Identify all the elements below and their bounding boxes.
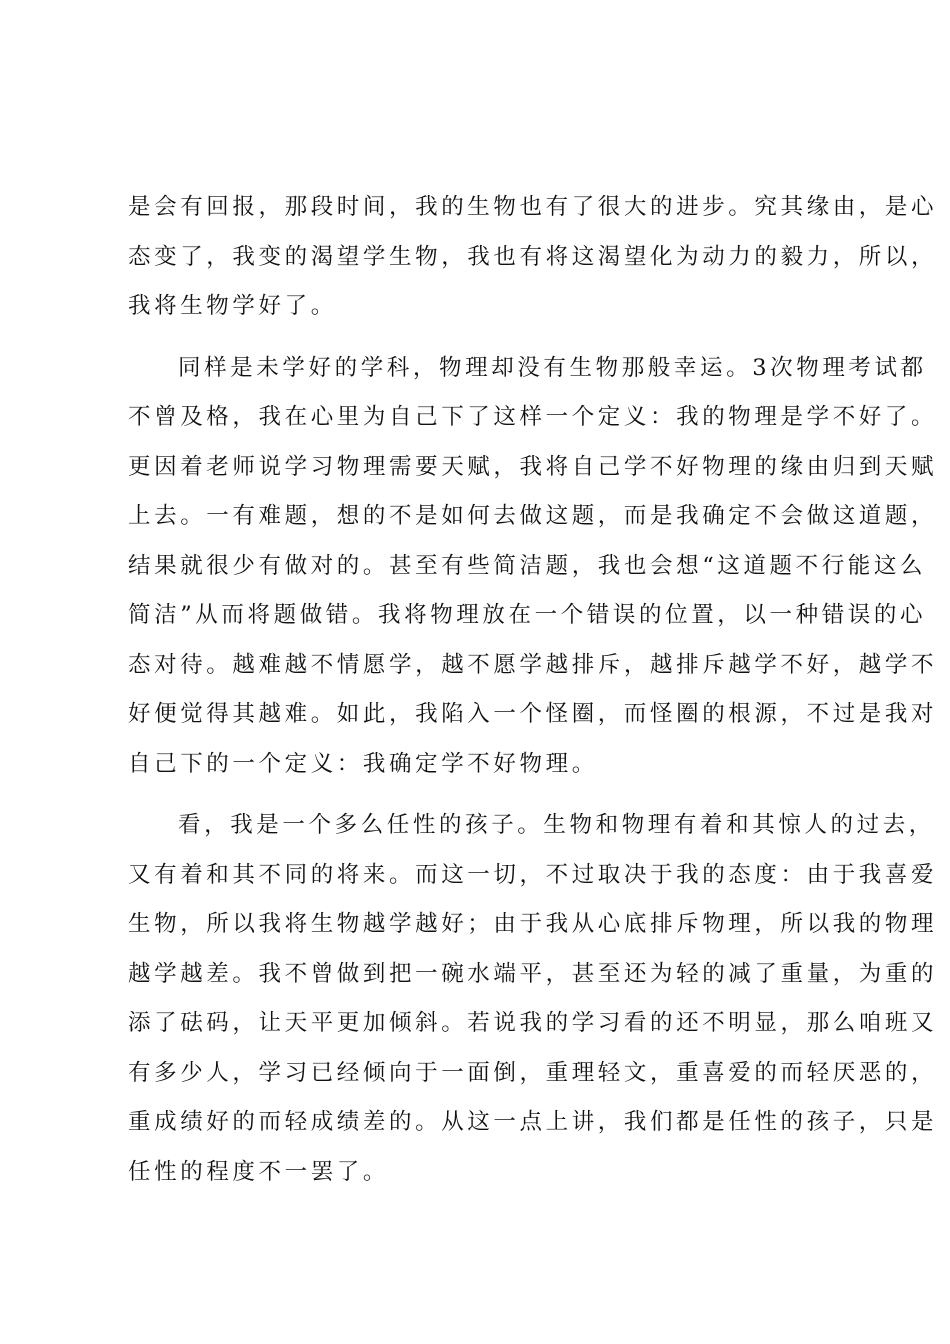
document-body bbox=[128, 183, 938, 1197]
text-line: 是会有回报，那段时间，我的生物也有了很大的进步。究其缘由，是心 bbox=[128, 194, 938, 220]
text-line: 越学越差。我不曾做到把一碗水端平，甚至还为轻的减了重量，为重的 bbox=[128, 960, 938, 987]
text-line: 不曾及格，我在心里为自己下了这样一个定义：我的物理是学不好了。 bbox=[128, 404, 938, 430]
text-line: 同样是未学好的学科，物理却没有生物那般幸运。3次物理考试都 bbox=[178, 354, 927, 381]
text-line: 生物，所以我将生物越学越好；由于我从心底排斥物理，所以我的物理 bbox=[128, 911, 938, 937]
paragraph-2 bbox=[128, 344, 938, 790]
text-line: 看，我是一个多么任性的孩子。生物和物理有着和其惊人的过去， bbox=[178, 812, 935, 838]
text-line: 又有着和其不同的将来。而这一切，不过取决于我的态度：由于我喜爱 bbox=[128, 861, 938, 888]
text-line: 好便觉得其越难。如此，我陷入一个怪圈，而怪圈的根源，不过是我对 bbox=[128, 701, 938, 727]
text-line: 重成绩好的而轻成绩差的。从这一点上讲，我们都是任性的孩子，只是 bbox=[128, 1109, 938, 1135]
text-line: 更因着老师说学习物理需要天赋，我将自己学不好物理的缘由归到天赋 bbox=[128, 453, 938, 480]
text-line: 简洁”从而将题做错。我将物理放在一个错误的位置，以一种错误的心 bbox=[128, 602, 927, 628]
paragraph-gap bbox=[128, 332, 828, 344]
text-line: 态变了，我变的渴望学生物，我也有将这渴望化为动力的毅力，所以， bbox=[128, 243, 938, 270]
paragraph-gap bbox=[128, 789, 828, 801]
text-line: 添了砝码，让天平更加倾斜。若说我的学习看的还不明显，那么咱班又 bbox=[128, 1010, 938, 1036]
text-line: 结果就很少有做对的。甚至有些简洁题，我也会想“这道题不行能这么 bbox=[128, 552, 927, 579]
text-line: 上去。一有难题，想的不是如何去做这题，而是我确定不会做这道题， bbox=[128, 503, 938, 529]
paragraph-3 bbox=[128, 801, 938, 1197]
text-line: 任性的程度不一罢了。 bbox=[128, 1158, 390, 1185]
paragraph-1 bbox=[128, 183, 938, 332]
text-line: 有多少人，学习已经倾向于一面倒，重理轻文，重喜爱的而轻厌恶的， bbox=[128, 1059, 938, 1086]
text-line: 态对待。越难越不情愿学，越不愿学越排斥，越排斥越学不好，越学不 bbox=[128, 651, 938, 678]
text-line: 自己下的一个定义：我确定学不好物理。 bbox=[128, 750, 598, 777]
text-line: 我将生物学好了。 bbox=[128, 293, 337, 319]
